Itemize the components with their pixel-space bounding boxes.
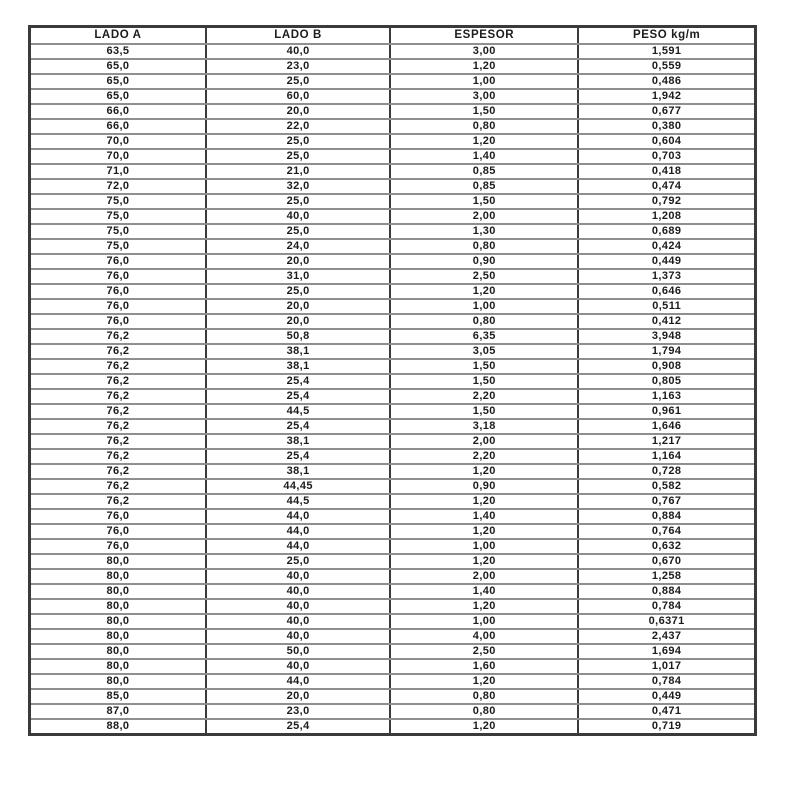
cell-lado-b: 40,0 bbox=[206, 629, 390, 644]
cell-peso: 0,412 bbox=[578, 314, 755, 329]
table-row bbox=[30, 704, 756, 719]
cell-lado-b: 38,1 bbox=[206, 434, 390, 449]
cell-lado-b: 22,0 bbox=[206, 119, 390, 134]
cell-espesor: 6,35 bbox=[390, 329, 578, 344]
table-row bbox=[30, 509, 756, 524]
cell-espesor: 1,00 bbox=[390, 614, 578, 629]
cell-lado-b: 50,0 bbox=[206, 644, 390, 659]
table-row bbox=[30, 554, 756, 569]
cell-espesor: 2,20 bbox=[390, 449, 578, 464]
table-row bbox=[30, 359, 756, 374]
cell-lado-b: 25,0 bbox=[206, 149, 390, 164]
table-row bbox=[30, 149, 756, 164]
cell-peso: 0,559 bbox=[578, 59, 755, 74]
cell-espesor: 0,90 bbox=[390, 479, 578, 494]
cell-espesor: 2,50 bbox=[390, 269, 578, 284]
cell-lado-b: 25,4 bbox=[206, 719, 390, 735]
cell-espesor: 0,80 bbox=[390, 704, 578, 719]
column-header-peso: PESO kg/m bbox=[578, 27, 755, 45]
cell-espesor: 0,80 bbox=[390, 239, 578, 254]
cell-peso: 0,792 bbox=[578, 194, 755, 209]
profiles-table-container bbox=[28, 25, 757, 736]
cell-peso: 2,437 bbox=[578, 629, 755, 644]
cell-lado-b: 40,0 bbox=[206, 584, 390, 599]
cell-lado-b: 60,0 bbox=[206, 89, 390, 104]
cell-espesor: 1,00 bbox=[390, 74, 578, 89]
cell-lado-b: 44,5 bbox=[206, 494, 390, 509]
cell-lado-a: 76,2 bbox=[30, 344, 206, 359]
cell-lado-b: 25,4 bbox=[206, 449, 390, 464]
cell-lado-a: 80,0 bbox=[30, 629, 206, 644]
cell-lado-a: 76,0 bbox=[30, 269, 206, 284]
cell-lado-a: 80,0 bbox=[30, 599, 206, 614]
cell-lado-a: 66,0 bbox=[30, 119, 206, 134]
cell-espesor: 1,20 bbox=[390, 59, 578, 74]
cell-lado-a: 76,2 bbox=[30, 479, 206, 494]
cell-peso: 0,474 bbox=[578, 179, 755, 194]
cell-lado-a: 80,0 bbox=[30, 614, 206, 629]
cell-lado-b: 25,4 bbox=[206, 389, 390, 404]
cell-peso: 0,767 bbox=[578, 494, 755, 509]
cell-lado-a: 70,0 bbox=[30, 149, 206, 164]
table-row bbox=[30, 164, 756, 179]
cell-lado-a: 87,0 bbox=[30, 704, 206, 719]
column-header-lado-a: LADO A bbox=[30, 27, 206, 45]
table-row bbox=[30, 689, 756, 704]
cell-peso: 0,764 bbox=[578, 524, 755, 539]
cell-peso: 1,591 bbox=[578, 44, 755, 59]
table-row bbox=[30, 599, 756, 614]
cell-lado-b: 44,0 bbox=[206, 539, 390, 554]
cell-lado-b: 20,0 bbox=[206, 254, 390, 269]
table-row bbox=[30, 629, 756, 644]
table-row bbox=[30, 494, 756, 509]
cell-lado-b: 21,0 bbox=[206, 164, 390, 179]
cell-lado-b: 38,1 bbox=[206, 359, 390, 374]
cell-lado-a: 76,2 bbox=[30, 449, 206, 464]
cell-peso: 0,728 bbox=[578, 464, 755, 479]
cell-espesor: 3,00 bbox=[390, 89, 578, 104]
cell-lado-a: 76,0 bbox=[30, 254, 206, 269]
cell-peso: 0,703 bbox=[578, 149, 755, 164]
table-row bbox=[30, 314, 756, 329]
cell-espesor: 0,80 bbox=[390, 119, 578, 134]
cell-lado-b: 25,0 bbox=[206, 134, 390, 149]
table-row bbox=[30, 464, 756, 479]
cell-espesor: 3,18 bbox=[390, 419, 578, 434]
cell-lado-a: 76,2 bbox=[30, 404, 206, 419]
table-row bbox=[30, 419, 756, 434]
cell-lado-b: 38,1 bbox=[206, 464, 390, 479]
cell-lado-a: 65,0 bbox=[30, 59, 206, 74]
cell-peso: 0,632 bbox=[578, 539, 755, 554]
cell-peso: 1,794 bbox=[578, 344, 755, 359]
cell-lado-a: 76,2 bbox=[30, 389, 206, 404]
cell-espesor: 0,90 bbox=[390, 254, 578, 269]
cell-peso: 0,884 bbox=[578, 584, 755, 599]
cell-espesor: 1,50 bbox=[390, 194, 578, 209]
cell-peso: 1,646 bbox=[578, 419, 755, 434]
cell-peso: 1,163 bbox=[578, 389, 755, 404]
cell-lado-b: 25,0 bbox=[206, 284, 390, 299]
cell-espesor: 1,50 bbox=[390, 374, 578, 389]
table-row bbox=[30, 374, 756, 389]
cell-espesor: 3,00 bbox=[390, 44, 578, 59]
cell-lado-a: 76,0 bbox=[30, 524, 206, 539]
cell-lado-b: 40,0 bbox=[206, 209, 390, 224]
cell-lado-a: 76,0 bbox=[30, 314, 206, 329]
cell-lado-a: 76,2 bbox=[30, 329, 206, 344]
cell-espesor: 1,40 bbox=[390, 509, 578, 524]
cell-lado-a: 80,0 bbox=[30, 659, 206, 674]
cell-peso: 0,486 bbox=[578, 74, 755, 89]
cell-espesor: 2,00 bbox=[390, 209, 578, 224]
table-row bbox=[30, 584, 756, 599]
table-row bbox=[30, 344, 756, 359]
cell-espesor: 1,50 bbox=[390, 104, 578, 119]
cell-lado-a: 75,0 bbox=[30, 239, 206, 254]
cell-espesor: 2,00 bbox=[390, 569, 578, 584]
table-row bbox=[30, 449, 756, 464]
cell-espesor: 1,20 bbox=[390, 284, 578, 299]
cell-espesor: 1,20 bbox=[390, 599, 578, 614]
cell-lado-b: 25,0 bbox=[206, 224, 390, 239]
table-row bbox=[30, 434, 756, 449]
cell-lado-a: 76,0 bbox=[30, 299, 206, 314]
table-row bbox=[30, 284, 756, 299]
cell-lado-a: 65,0 bbox=[30, 89, 206, 104]
table-row bbox=[30, 539, 756, 554]
cell-lado-a: 76,2 bbox=[30, 464, 206, 479]
cell-lado-a: 76,0 bbox=[30, 509, 206, 524]
table-row bbox=[30, 569, 756, 584]
cell-lado-b: 38,1 bbox=[206, 344, 390, 359]
cell-lado-a: 80,0 bbox=[30, 569, 206, 584]
cell-espesor: 1,40 bbox=[390, 584, 578, 599]
table-row bbox=[30, 134, 756, 149]
cell-lado-b: 25,4 bbox=[206, 374, 390, 389]
cell-peso: 0,908 bbox=[578, 359, 755, 374]
cell-lado-b: 24,0 bbox=[206, 239, 390, 254]
cell-peso: 0,604 bbox=[578, 134, 755, 149]
column-header-espesor: ESPESOR bbox=[390, 27, 578, 45]
table-row bbox=[30, 404, 756, 419]
cell-peso: 0,582 bbox=[578, 479, 755, 494]
cell-espesor: 0,85 bbox=[390, 164, 578, 179]
cell-lado-a: 75,0 bbox=[30, 194, 206, 209]
cell-lado-b: 40,0 bbox=[206, 44, 390, 59]
cell-lado-b: 40,0 bbox=[206, 599, 390, 614]
cell-lado-a: 66,0 bbox=[30, 104, 206, 119]
cell-peso: 0,380 bbox=[578, 119, 755, 134]
cell-espesor: 0,85 bbox=[390, 179, 578, 194]
table-row bbox=[30, 254, 756, 269]
cell-espesor: 1,20 bbox=[390, 524, 578, 539]
header-row bbox=[30, 27, 756, 45]
cell-lado-b: 44,0 bbox=[206, 524, 390, 539]
cell-lado-a: 63,5 bbox=[30, 44, 206, 59]
cell-lado-a: 76,2 bbox=[30, 434, 206, 449]
cell-lado-b: 40,0 bbox=[206, 659, 390, 674]
table-row bbox=[30, 719, 756, 735]
cell-peso: 0,677 bbox=[578, 104, 755, 119]
cell-lado-b: 40,0 bbox=[206, 614, 390, 629]
cell-peso: 0,719 bbox=[578, 719, 755, 735]
cell-espesor: 1,20 bbox=[390, 134, 578, 149]
cell-espesor: 2,00 bbox=[390, 434, 578, 449]
table-row bbox=[30, 224, 756, 239]
cell-lado-a: 65,0 bbox=[30, 74, 206, 89]
cell-lado-a: 71,0 bbox=[30, 164, 206, 179]
table-row bbox=[30, 524, 756, 539]
cell-peso: 0,424 bbox=[578, 239, 755, 254]
cell-peso: 0,6371 bbox=[578, 614, 755, 629]
table-row bbox=[30, 44, 756, 59]
cell-lado-b: 50,8 bbox=[206, 329, 390, 344]
table-row bbox=[30, 74, 756, 89]
cell-peso: 1,208 bbox=[578, 209, 755, 224]
table-row bbox=[30, 194, 756, 209]
cell-espesor: 1,00 bbox=[390, 299, 578, 314]
cell-peso: 0,511 bbox=[578, 299, 755, 314]
table-row bbox=[30, 674, 756, 689]
table-row bbox=[30, 59, 756, 74]
cell-lado-b: 20,0 bbox=[206, 314, 390, 329]
cell-lado-b: 32,0 bbox=[206, 179, 390, 194]
cell-lado-a: 75,0 bbox=[30, 209, 206, 224]
cell-espesor: 1,20 bbox=[390, 719, 578, 735]
cell-peso: 0,784 bbox=[578, 674, 755, 689]
cell-espesor: 0,80 bbox=[390, 689, 578, 704]
cell-lado-a: 76,2 bbox=[30, 419, 206, 434]
cell-espesor: 2,50 bbox=[390, 644, 578, 659]
cell-lado-b: 20,0 bbox=[206, 104, 390, 119]
cell-lado-a: 88,0 bbox=[30, 719, 206, 735]
cell-peso: 1,217 bbox=[578, 434, 755, 449]
cell-espesor: 4,00 bbox=[390, 629, 578, 644]
table-row bbox=[30, 89, 756, 104]
table-row bbox=[30, 329, 756, 344]
cell-lado-a: 80,0 bbox=[30, 584, 206, 599]
cell-espesor: 1,20 bbox=[390, 554, 578, 569]
cell-espesor: 1,30 bbox=[390, 224, 578, 239]
cell-lado-a: 76,0 bbox=[30, 539, 206, 554]
cell-lado-a: 70,0 bbox=[30, 134, 206, 149]
cell-peso: 0,449 bbox=[578, 689, 755, 704]
cell-peso: 0,884 bbox=[578, 509, 755, 524]
cell-peso: 0,646 bbox=[578, 284, 755, 299]
cell-espesor: 1,60 bbox=[390, 659, 578, 674]
cell-lado-a: 76,2 bbox=[30, 494, 206, 509]
table-row bbox=[30, 299, 756, 314]
cell-lado-b: 44,0 bbox=[206, 674, 390, 689]
cell-peso: 0,670 bbox=[578, 554, 755, 569]
cell-lado-a: 76,2 bbox=[30, 359, 206, 374]
table-row bbox=[30, 239, 756, 254]
cell-peso: 1,164 bbox=[578, 449, 755, 464]
cell-espesor: 1,50 bbox=[390, 404, 578, 419]
cell-peso: 0,961 bbox=[578, 404, 755, 419]
cell-espesor: 1,20 bbox=[390, 674, 578, 689]
cell-espesor: 0,80 bbox=[390, 314, 578, 329]
cell-lado-b: 44,0 bbox=[206, 509, 390, 524]
column-header-lado-b: LADO B bbox=[206, 27, 390, 45]
cell-lado-b: 25,0 bbox=[206, 194, 390, 209]
cell-lado-b: 40,0 bbox=[206, 569, 390, 584]
cell-peso: 1,942 bbox=[578, 89, 755, 104]
cell-espesor: 1,20 bbox=[390, 464, 578, 479]
cell-espesor: 2,20 bbox=[390, 389, 578, 404]
table-body bbox=[30, 44, 756, 735]
cell-peso: 1,373 bbox=[578, 269, 755, 284]
cell-lado-a: 85,0 bbox=[30, 689, 206, 704]
cell-peso: 0,471 bbox=[578, 704, 755, 719]
cell-lado-a: 80,0 bbox=[30, 674, 206, 689]
cell-lado-a: 76,0 bbox=[30, 284, 206, 299]
cell-peso: 0,805 bbox=[578, 374, 755, 389]
table-row bbox=[30, 659, 756, 674]
cell-lado-b: 31,0 bbox=[206, 269, 390, 284]
table-row bbox=[30, 479, 756, 494]
table-row bbox=[30, 389, 756, 404]
cell-lado-b: 44,45 bbox=[206, 479, 390, 494]
cell-lado-a: 75,0 bbox=[30, 224, 206, 239]
cell-lado-b: 23,0 bbox=[206, 704, 390, 719]
table-row bbox=[30, 614, 756, 629]
cell-lado-b: 25,0 bbox=[206, 554, 390, 569]
cell-lado-b: 20,0 bbox=[206, 299, 390, 314]
cell-lado-b: 20,0 bbox=[206, 689, 390, 704]
table-row bbox=[30, 644, 756, 659]
cell-peso: 0,418 bbox=[578, 164, 755, 179]
cell-lado-a: 80,0 bbox=[30, 644, 206, 659]
cell-peso: 3,948 bbox=[578, 329, 755, 344]
cell-lado-a: 80,0 bbox=[30, 554, 206, 569]
table-row bbox=[30, 269, 756, 284]
table-row bbox=[30, 119, 756, 134]
cell-peso: 1,017 bbox=[578, 659, 755, 674]
cell-lado-b: 23,0 bbox=[206, 59, 390, 74]
cell-lado-b: 25,0 bbox=[206, 74, 390, 89]
profiles-table bbox=[28, 25, 757, 736]
cell-peso: 1,694 bbox=[578, 644, 755, 659]
cell-espesor: 1,00 bbox=[390, 539, 578, 554]
cell-espesor: 1,20 bbox=[390, 494, 578, 509]
cell-espesor: 1,40 bbox=[390, 149, 578, 164]
table-row bbox=[30, 104, 756, 119]
cell-lado-a: 72,0 bbox=[30, 179, 206, 194]
cell-espesor: 1,50 bbox=[390, 359, 578, 374]
table-row bbox=[30, 179, 756, 194]
cell-lado-a: 76,2 bbox=[30, 374, 206, 389]
cell-peso: 0,689 bbox=[578, 224, 755, 239]
cell-lado-b: 25,4 bbox=[206, 419, 390, 434]
cell-peso: 0,784 bbox=[578, 599, 755, 614]
table-row bbox=[30, 209, 756, 224]
cell-peso: 1,258 bbox=[578, 569, 755, 584]
cell-espesor: 3,05 bbox=[390, 344, 578, 359]
cell-lado-b: 44,5 bbox=[206, 404, 390, 419]
cell-peso: 0,449 bbox=[578, 254, 755, 269]
